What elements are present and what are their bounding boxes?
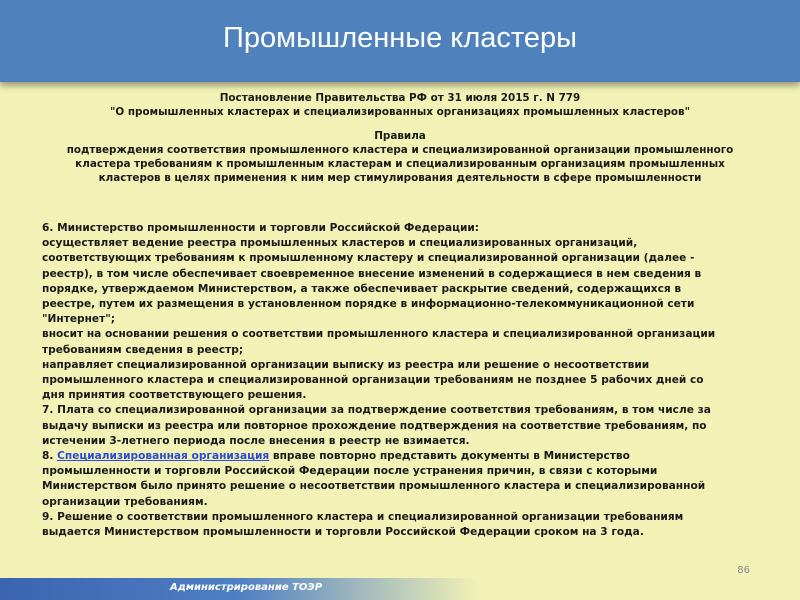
body-line: требованиям сведения в реестр; (42, 343, 244, 356)
specialized-organization-link[interactable]: Специализированная организация (57, 450, 270, 463)
body-line: 9. Решение о соответствии промышленного кластера и специализированной организации требованиям (42, 510, 684, 523)
document-header (30, 91, 770, 185)
decree-title: Постановление Правительства РФ от 31 июля 2015 г. N 779 (219, 92, 581, 104)
body-line: 7. Плата со специализированной организации за подтверждение соответствия требованиям, в том числе за (42, 404, 711, 417)
body-line: вносит на основании решения о соответствии промышленного кластера и специализированной организации (42, 328, 716, 341)
body-line: промышленного кластера и специализированной организации требованиям не позднее 5 рабочих дней со (42, 374, 704, 387)
body-line: осуществляет ведение реестра промышленных кластеров и специализированных организаций, (42, 237, 638, 250)
body-line: Министерством было принято решение о несоответствии промышленного кластера и специализированной (42, 480, 706, 493)
body-line: соответствующих требованиям к промышленному кластеру и специализированной организации (далее - (42, 252, 695, 265)
footer-label: Администрирование ТОЭР (170, 582, 323, 593)
page-number: 86 (737, 565, 750, 576)
body-line: выдачу выписки из реестра или повторное прохождение подтверждения на соответствие требованиям, по (42, 419, 707, 432)
item-8-prefix: 8. (42, 450, 58, 463)
rules-label: Правила (374, 130, 426, 142)
body-line: реестре, путем их размещения в установленном порядке в информационно-телекоммуникационной сети (42, 298, 695, 311)
item-8-line (42, 449, 777, 464)
body-line: истечении 3-летнего периода после внесения в реестр не взимается. (42, 434, 470, 447)
rules-description-line: кластера требованиям к промышленным кластерам и специализированным организациям промышленных (75, 158, 725, 170)
body-line: промышленности и торговли Российской Федерации после устранения причин, в связи с которыми (42, 465, 658, 478)
body-line: организации требованиям. (42, 495, 208, 508)
rules-description-line: подтверждения соответствия промышленного кластера и специализированной организации промышленного (66, 144, 734, 156)
body-line: реестр), в том числе обеспечивает своевременное внесение изменений в содержащиеся в нем сведения в (42, 267, 702, 280)
footer-bar (0, 578, 800, 600)
document-body (42, 221, 777, 540)
body-line: порядке, утверждаемом Министерством, а также обеспечивает раскрытие сведений, содержащихся в (42, 282, 682, 295)
body-line: дня принятия соответствующего решения. (42, 389, 307, 402)
body-line: "Интернет"; (42, 313, 116, 326)
rules-description-line: кластеров в целях применения к ним мер стимулирования деятельности в сфере промышленности (98, 172, 702, 184)
decree-name: "О промышленных кластерах и специализированных организациях промышленных кластеров" (109, 106, 691, 118)
slide-title: Промышленные кластеры (223, 22, 577, 54)
body-line: выдается Министерством промышленности и торговли Российской Федерации сроком на 3 года. (42, 526, 644, 539)
item-8-rest: вправе повторно представить документы в Министерство (269, 450, 630, 463)
body-line: направляет специализированной организации выписку из реестра или решение о несоответствии (42, 358, 650, 371)
body-line: 6. Министерство промышленности и торговли Российской Федерации: (42, 222, 480, 234)
